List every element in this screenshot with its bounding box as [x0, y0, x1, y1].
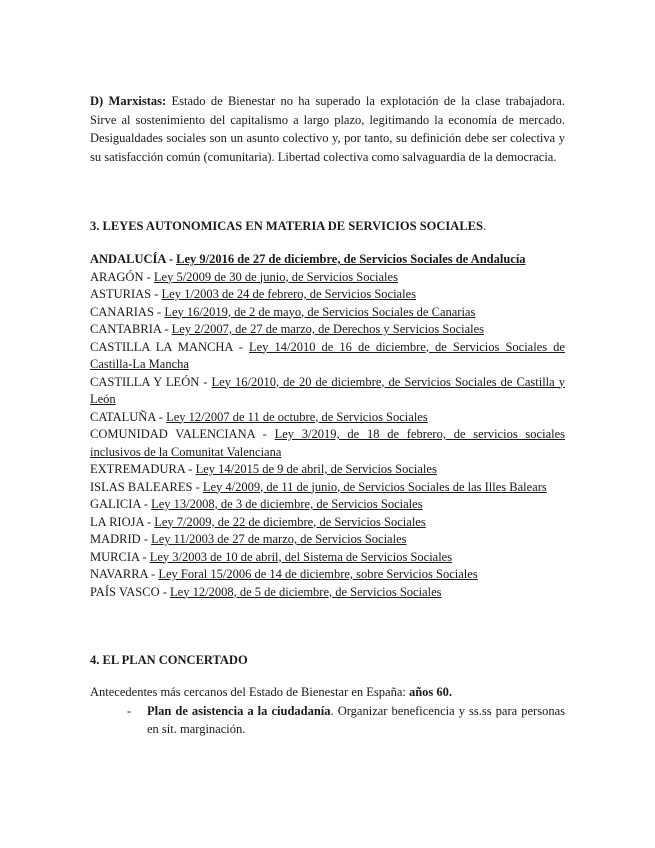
law-region: CANTABRIA -: [90, 322, 172, 336]
marxistas-paragraph: [90, 92, 565, 166]
antecedentes-text: Antecedentes más cercanos del Estado de Bienestar en España:: [90, 685, 409, 699]
law-item-asturias: [90, 286, 565, 304]
law-region: ANDALUCÍA -: [90, 252, 177, 266]
law-item-islas-baleares: [90, 479, 565, 497]
law-link[interactable]: Ley 12/2007 de 11 de octubre, de Servicios Sociales: [166, 409, 428, 424]
section-3-title: 3. LEYES AUTONOMICAS EN MATERIA DE SERVICIOS SOCIALES: [90, 219, 483, 233]
bullet-text: [147, 702, 565, 738]
law-region: MADRID -: [90, 532, 152, 546]
law-region: ARAGÓN -: [90, 269, 154, 284]
law-item-navarra: [90, 566, 565, 584]
antecedentes-bold: años 60.: [408, 685, 453, 699]
law-item-la-rioja: [90, 514, 565, 532]
law-link[interactable]: Ley 11/2003 de 27 de marzo, de Servicios Sociales: [151, 532, 407, 546]
law-item-canarias: [90, 304, 565, 322]
law-region: NAVARRA -: [90, 567, 159, 581]
law-region: ISLAS BALEARES -: [90, 479, 203, 494]
law-item-galicia: [90, 496, 565, 514]
law-region: CANARIAS -: [90, 304, 165, 319]
law-link[interactable]: Ley 3/2019, de 18 de febrero, de servicios sociales inclusivos de la Comunitat Valenciana: [90, 427, 565, 459]
law-link[interactable]: Ley 16/2019, de 2 de mayo, de Servicios Sociales de Canarias: [164, 304, 476, 319]
law-region: CASTILLA LA MANCHA -: [90, 339, 249, 354]
law-region: CASTILLA Y LEÓN -: [90, 374, 212, 389]
section-4-heading: 4. EL PLAN CONCERTADO: [90, 653, 248, 667]
law-link[interactable]: Ley 2/2007, de 27 de marzo, de Derechos y Servicios Sociales: [171, 322, 485, 336]
law-region: PAÍS VASCO -: [90, 584, 171, 599]
law-item-castilla-y-leon: [90, 374, 565, 409]
law-region: EXTREMADURA -: [90, 462, 196, 476]
law-region: GALICIA -: [90, 497, 152, 511]
law-item-aragon: [90, 269, 565, 287]
marxistas-label: D) Marxistas:: [90, 94, 167, 108]
section-3-title-suffix: .: [482, 219, 487, 233]
law-link[interactable]: Ley 16/2010, de 20 de diciembre, de Servicios Sociales de Castilla y León: [90, 374, 565, 406]
law-region: COMUNIDAD VALENCIANA -: [90, 427, 275, 441]
bullet-item: [127, 702, 565, 738]
law-item-pais-vasco: [90, 584, 565, 602]
law-link[interactable]: Ley 9/2016 de 27 de diciembre, de Servicios Sociales de Andalucía: [176, 252, 526, 266]
section-3-heading: [90, 217, 565, 235]
law-region: MURCIA -: [90, 549, 150, 564]
law-link[interactable]: Ley 1/2003 de 24 de febrero, de Servicios Sociales: [161, 287, 416, 301]
law-link[interactable]: Ley Foral 15/2006 de 14 de diciembre, sobre Servicios Sociales: [158, 567, 478, 581]
law-link[interactable]: Ley 14/2015 de 9 de abril, de Servicios Sociales: [195, 462, 437, 476]
bullet-dash: -: [127, 703, 132, 718]
law-link[interactable]: Ley 14/2010 de 16 de diciembre, de Servicios Sociales de Castilla-La Mancha: [90, 339, 565, 371]
law-item-cataluna: [90, 409, 565, 427]
law-link[interactable]: Ley 12/2008, de 5 de diciembre, de Servicios Sociales: [170, 584, 442, 599]
bullet-bold: Plan de asistencia a la ciudadanía: [147, 703, 331, 718]
law-link[interactable]: Ley 5/2009 de 30 de junio, de Servicios Sociales: [153, 269, 398, 284]
law-link[interactable]: Ley 13/2008, de 3 de diciembre, de Servicios Sociales: [151, 497, 423, 511]
law-link[interactable]: Ley 7/2009, de 22 de diciembre, de Servicios Sociales: [154, 514, 426, 529]
law-region: LA RIOJA -: [90, 514, 155, 529]
antecedentes-paragraph: [90, 683, 565, 702]
marxistas-text: Estado de Bienestar no ha superado la explotación de la clase trabajadora. Sirve al sostenimiento del capitalismo a largo plazo, legitimando la economía de mercado. Desigualdades sociales son un asunto colectivo y, por tanto, su definición debe ser colectiva y su satisfacción común (comunitaria). Libertad colectiva como salvaguardia de la democracia.: [90, 94, 565, 164]
law-item-castilla-la-mancha: [90, 339, 565, 374]
law-item-extremadura: [90, 461, 565, 479]
law-item-andalucia: [90, 251, 565, 269]
law-item-murcia: [90, 549, 565, 567]
document-page: [90, 92, 565, 738]
law-item-madrid: [90, 531, 565, 549]
law-link[interactable]: Ley 4/2009, de 11 de junio, de Servicios Sociales de las Illes Balears: [202, 479, 547, 494]
law-region: CATALUÑA -: [90, 409, 167, 424]
law-link[interactable]: Ley 3/2003 de 10 de abril, del Sistema de Servicios Sociales: [149, 549, 453, 564]
law-item-cantabria: [90, 321, 565, 339]
laws-list: [90, 251, 565, 601]
bullet-rest: . Organizar beneficencia y ss.ss para personas en sit. marginación.: [147, 703, 565, 736]
law-region: ASTURIAS -: [90, 287, 162, 301]
law-item-comunidad-valenciana: [90, 426, 565, 461]
